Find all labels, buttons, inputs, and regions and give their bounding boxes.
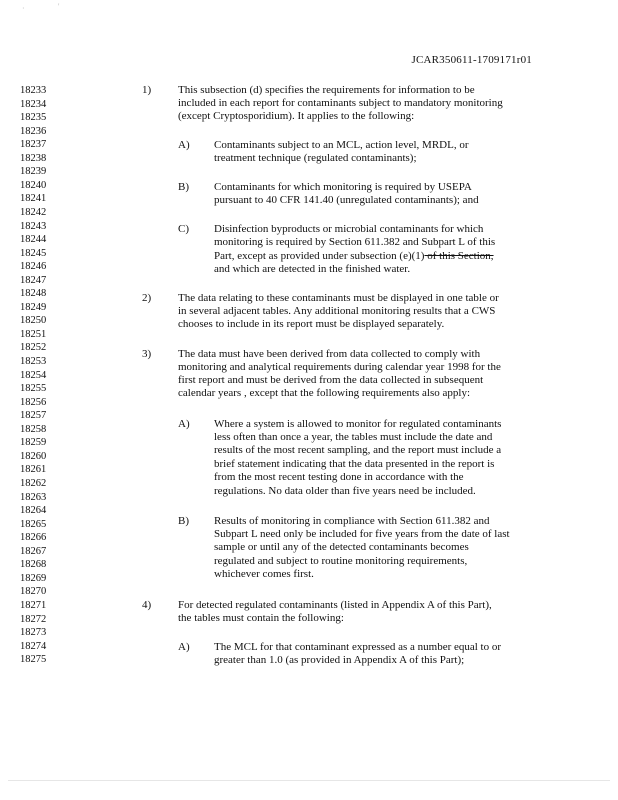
line-number: 18245 bbox=[20, 247, 47, 259]
paragraph-line: Contaminants subject to an MCL, action level, MRDL, or bbox=[214, 139, 469, 151]
line-number: 18233 bbox=[20, 85, 47, 96]
paragraph-line: calendar years , except that the following requirements also apply: bbox=[178, 387, 471, 399]
line-number: 18264 bbox=[20, 505, 47, 517]
line-number: 18253 bbox=[20, 356, 47, 367]
scan-speck: · bbox=[22, 4, 25, 13]
paragraph-line: For detected regulated contaminants (listed in Appendix A of this Part), bbox=[178, 599, 492, 611]
paragraph-line: Contaminants for which monitoring is required by USEPA bbox=[214, 181, 472, 193]
paragraph-line: brief statement indicating that the data presented in the report is bbox=[214, 458, 495, 470]
paragraph-line: Subpart L need only be included for five years from the date of last bbox=[214, 528, 510, 540]
paragraph-line: monitoring and analytical requirements during calendar year 1998 for the bbox=[178, 361, 501, 373]
line-number: 18255 bbox=[20, 383, 47, 395]
paragraph-line: Disinfection byproducts or microbial contaminants for which bbox=[214, 223, 484, 235]
page-bottom-edge bbox=[8, 780, 610, 781]
line-number: 18235 bbox=[20, 112, 47, 124]
line-number: 18271 bbox=[20, 599, 47, 611]
line-number: 18269 bbox=[20, 572, 47, 584]
document-id-header: JCAR350611-1709171r01 bbox=[411, 54, 532, 66]
paragraph-line: first report and must be derived from the data collected in subsequent bbox=[178, 374, 484, 386]
line-number: 18238 bbox=[20, 152, 47, 164]
paragraph-line: The data must have been derived from data collected to comply with bbox=[178, 348, 481, 360]
line-number: 18259 bbox=[20, 437, 47, 449]
line-number: 18270 bbox=[20, 586, 47, 598]
line-number: 18274 bbox=[20, 640, 47, 652]
line-number: 18266 bbox=[20, 532, 47, 544]
line-number: 18252 bbox=[20, 342, 47, 354]
line-number: 18248 bbox=[20, 288, 47, 300]
line-number: 18247 bbox=[20, 274, 47, 286]
paragraph-line: the tables must contain the following: bbox=[178, 612, 344, 624]
paragraph-line: treatment technique (regulated contaminants); bbox=[214, 152, 417, 164]
line-number: 18261 bbox=[20, 464, 47, 476]
paragraph-line: (except Cryptosporidium). It applies to the following: bbox=[178, 110, 415, 122]
paragraph-line: greater than 1.0 (as provided in Appendix A of this Part); bbox=[214, 654, 465, 666]
item-marker: 1) bbox=[142, 84, 152, 96]
paragraph-line: monitoring is required by Section 611.382 and Subpart L of this bbox=[214, 236, 496, 248]
line-number: 18260 bbox=[20, 450, 47, 462]
line-number: 18272 bbox=[20, 613, 47, 625]
line-number: 18254 bbox=[20, 369, 47, 381]
line-text: Part, except as provided under subsection (e)(1) bbox=[214, 250, 425, 262]
paragraph-line bbox=[214, 250, 494, 263]
line-number: 18256 bbox=[20, 396, 47, 408]
subitem-marker: A) bbox=[178, 139, 190, 151]
paragraph-line: whichever comes first. bbox=[214, 568, 314, 580]
paragraph-line: The MCL for that contaminant expressed as a number equal to or bbox=[214, 641, 502, 653]
paragraph-line: in several adjacent tables. Any additional monitoring results that a CWS bbox=[178, 305, 496, 317]
scan-speck: ' bbox=[58, 2, 60, 11]
subitem-marker: A) bbox=[178, 641, 190, 653]
line-number: 18246 bbox=[20, 261, 47, 273]
line-number: 18257 bbox=[20, 410, 47, 422]
line-number: 18234 bbox=[20, 98, 47, 110]
subitem-marker: B) bbox=[178, 515, 189, 527]
paragraph-line: results of the most recent sampling, and the report must include a bbox=[214, 444, 502, 456]
line-number: 18243 bbox=[20, 220, 47, 232]
paragraph-line: Results of monitoring in compliance with Section 611.382 and bbox=[214, 515, 490, 527]
paragraph-line: Where a system is allowed to monitor for regulated contaminants bbox=[214, 418, 502, 430]
item-marker: 3) bbox=[142, 348, 152, 360]
line-number: 18237 bbox=[20, 139, 47, 151]
paragraph-line: The data relating to these contaminants must be displayed in one table or bbox=[178, 292, 499, 304]
line-number: 18251 bbox=[20, 328, 47, 340]
line-number: 18275 bbox=[20, 654, 47, 666]
paragraph-line: sample or until any of the detected contaminants becomes bbox=[214, 541, 469, 553]
paragraph-line: pursuant to 40 CFR 141.40 (unregulated contaminants); and bbox=[214, 194, 479, 206]
line-number: 18244 bbox=[20, 234, 47, 246]
subitem-marker: B) bbox=[178, 181, 189, 193]
line-number: 18263 bbox=[20, 491, 47, 503]
line-number: 18268 bbox=[20, 559, 47, 571]
line-number: 18236 bbox=[20, 125, 47, 137]
paragraph-line: from the most recent testing done in accordance with the bbox=[214, 471, 464, 483]
line-number: 18240 bbox=[20, 179, 47, 191]
line-number: 18249 bbox=[20, 301, 47, 313]
line-number: 18241 bbox=[20, 193, 47, 205]
paragraph-line: regulations. No data older than five years need be included. bbox=[214, 485, 476, 497]
struck-text: of this Section, bbox=[424, 250, 494, 262]
subitem-marker: C) bbox=[178, 223, 189, 235]
line-number: 18267 bbox=[20, 545, 47, 557]
paragraph-line: and which are detected in the finished water. bbox=[214, 263, 411, 275]
line-number: 18250 bbox=[20, 315, 47, 327]
line-number: 18265 bbox=[20, 518, 47, 530]
line-number: 18239 bbox=[20, 166, 47, 178]
paragraph-line: This subsection (d) specifies the requirements for information to be bbox=[178, 84, 475, 96]
line-number: 18258 bbox=[20, 423, 47, 435]
paragraph-line: less often than once a year, the tables must include the date and bbox=[214, 431, 493, 443]
subitem-marker: A) bbox=[178, 418, 190, 430]
line-number: 18262 bbox=[20, 478, 47, 489]
line-number: 18242 bbox=[20, 206, 47, 218]
paragraph-line: chooses to include in its report must be displayed separately. bbox=[178, 318, 445, 330]
paragraph-line: regulated and subject to routine monitoring requirements, bbox=[214, 555, 468, 567]
paragraph-line: included in each report for contaminants subject to mandatory monitoring bbox=[178, 97, 503, 109]
item-marker: 2) bbox=[142, 292, 152, 304]
item-marker: 4) bbox=[142, 599, 152, 611]
line-number: 18273 bbox=[20, 627, 47, 638]
